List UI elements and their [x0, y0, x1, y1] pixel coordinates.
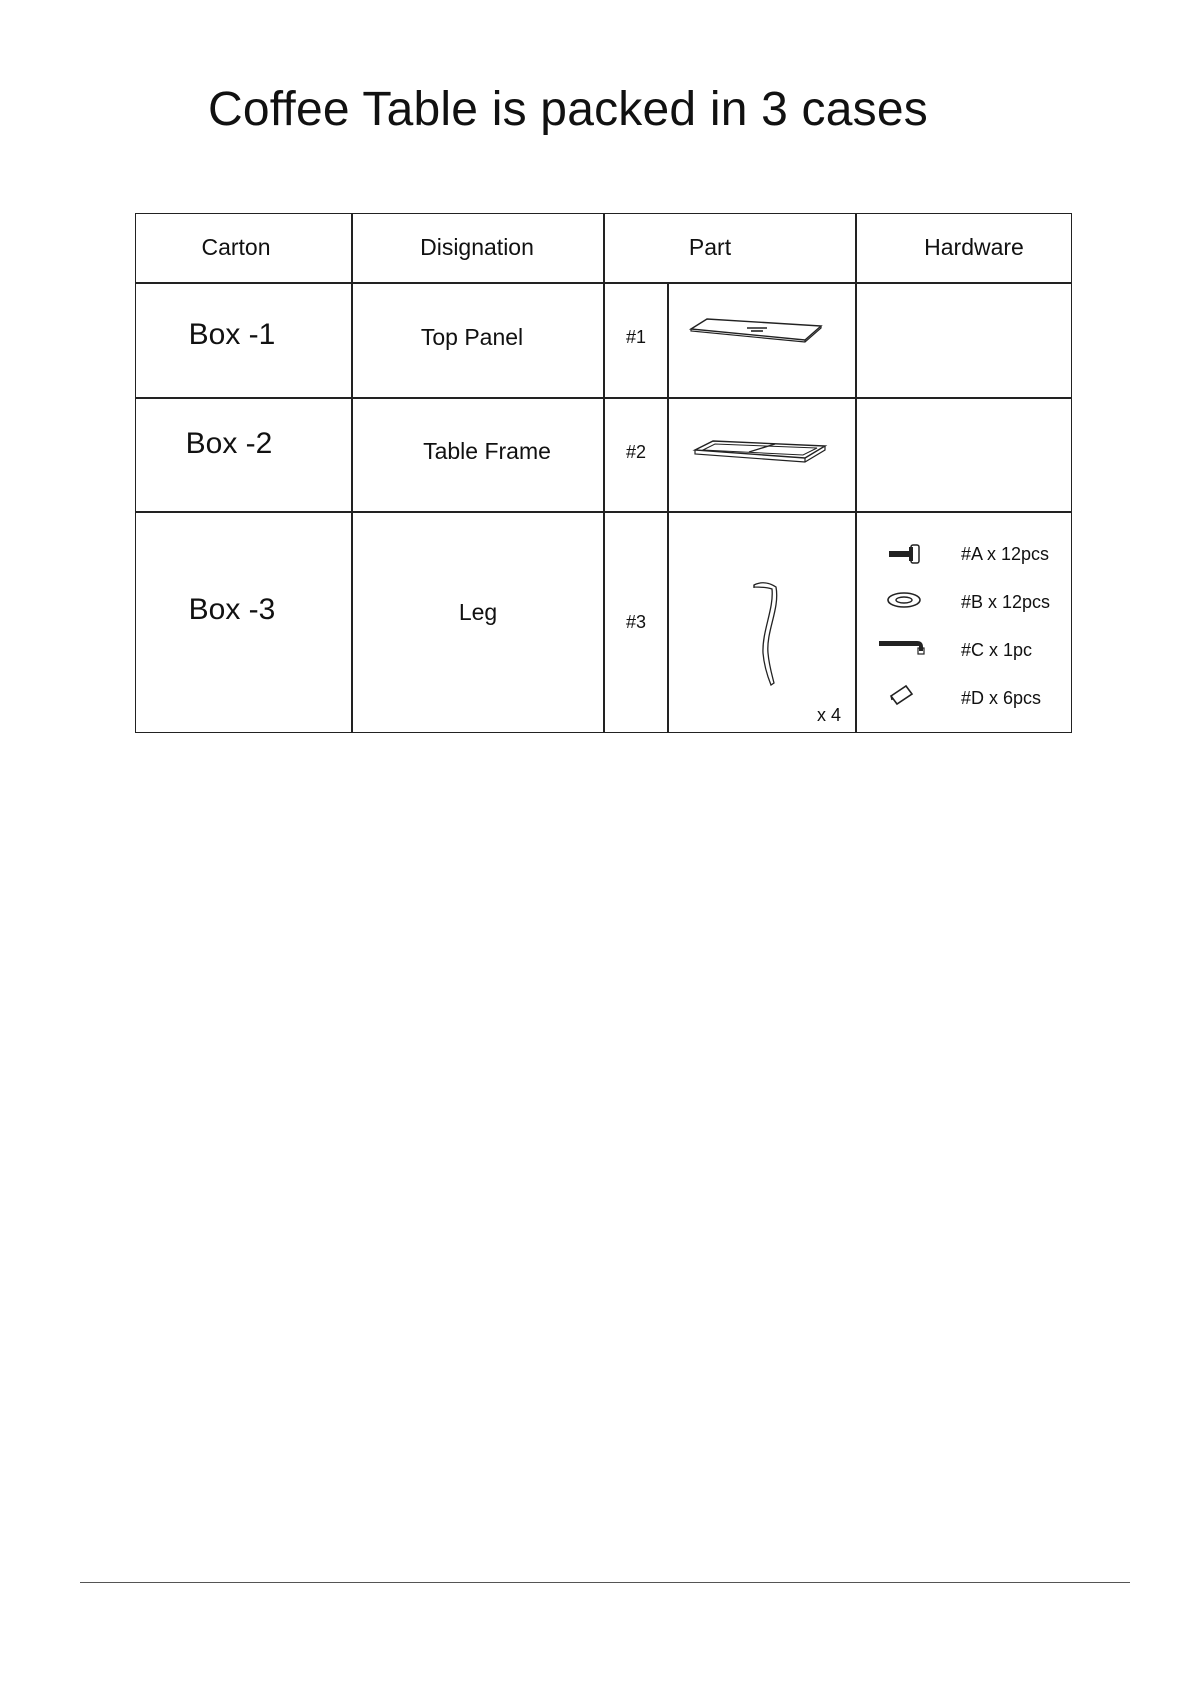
parts-table: [135, 213, 1072, 733]
hardware-label: #A x 12pcs: [961, 544, 1050, 564]
carton-label: Box -1: [188, 318, 276, 351]
top-panel-icon: [689, 314, 829, 354]
hardware-label: #C x 1pc: [961, 640, 1033, 660]
column-divider: [667, 282, 669, 732]
leg-icon: [748, 579, 788, 689]
part-number: #3: [625, 612, 647, 632]
footer-rule: [80, 1582, 1130, 1583]
washer-icon: [884, 589, 924, 611]
designation-label: Top Panel: [420, 324, 524, 350]
part-number: #1: [625, 327, 647, 347]
designation-label: Table Frame: [423, 438, 551, 464]
row-divider: [136, 511, 1071, 513]
part-number: #2: [625, 442, 647, 462]
hardware-label: #D x 6pcs: [961, 688, 1042, 708]
header-designation: Disignation: [420, 234, 534, 260]
header-hardware: Hardware: [924, 234, 1024, 260]
row-divider: [136, 397, 1071, 399]
column-divider: [351, 214, 353, 732]
header-carton: Carton: [201, 234, 271, 260]
header-part: Part: [688, 234, 732, 260]
hardware-label: #B x 12pcs: [961, 592, 1051, 612]
row-divider: [136, 282, 1071, 284]
part-quantity: x 4: [817, 705, 842, 725]
table-frame-icon: [693, 436, 833, 476]
screw-icon: [887, 542, 923, 566]
carton-label: Box -2: [185, 427, 273, 460]
column-divider: [603, 214, 605, 732]
page-title: Coffee Table is packed in 3 cases: [208, 83, 928, 136]
column-divider: [855, 214, 857, 732]
designation-label: Leg: [458, 599, 498, 625]
carton-label: Box -3: [188, 593, 276, 626]
bracket-icon: [888, 682, 916, 708]
allen-key-icon: [877, 635, 929, 659]
